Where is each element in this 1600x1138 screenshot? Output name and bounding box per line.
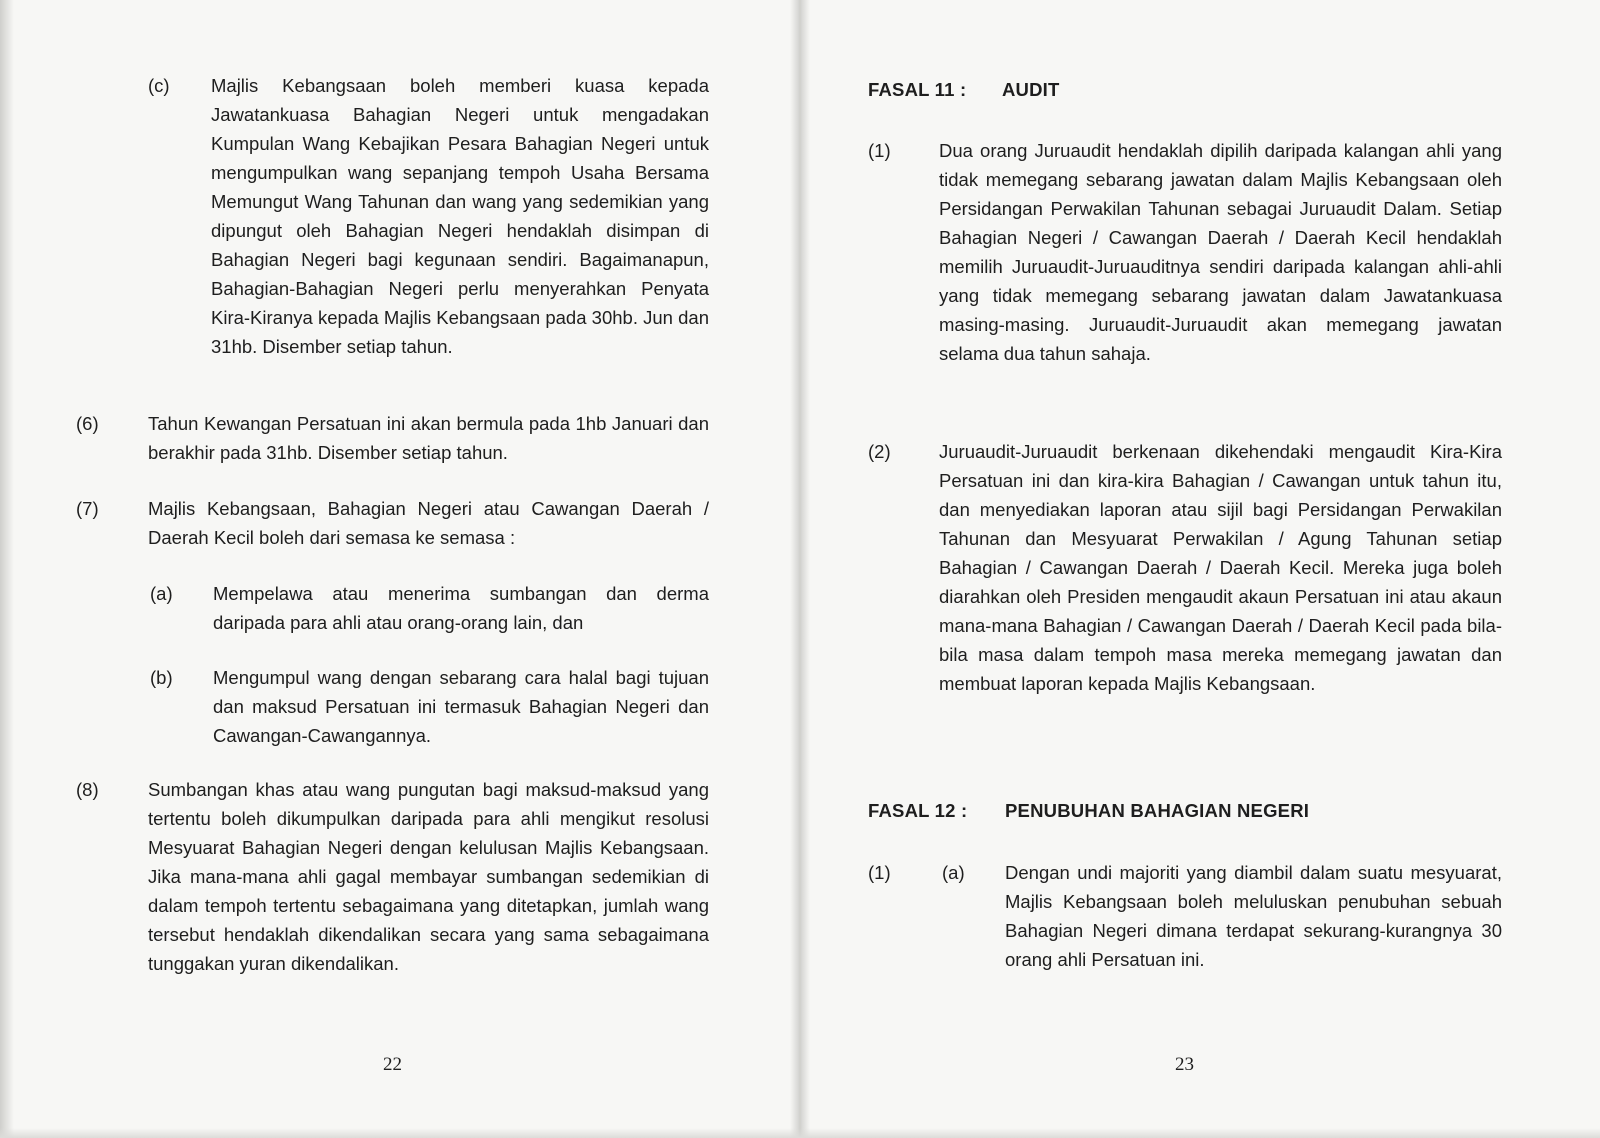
item-8-text: Sumbangan khas atau wang pungutan bagi maksud-maksud yang tertentu boleh dikumpulkan daripada para ahli mengikut resolusi Mesyuarat Bahagian Negeri dengan kelulusan Majlis Kebangsaan. Jika mana-mana ahli gagal membayar sumbangan sedemikian di dalam tempoh tertentu sebagaimana yang ditetapkan, jumlah wang tersebut hendaklah dikendalikan secara yang sama sebagaimana tunggakan yuran dikendalikan. xyxy=(148,779,709,974)
fasal-11-title: AUDIT xyxy=(1002,79,1060,100)
item-6-label: (6) xyxy=(76,413,99,434)
fasal-12-title: PENUBUHAN BAHAGIAN NEGERI xyxy=(1005,800,1310,821)
item-7-label: (7) xyxy=(76,498,99,519)
page-bottom-edge xyxy=(0,1128,1600,1138)
audit-item-2-label: (2) xyxy=(868,441,891,462)
fasal-12-prefix: FASAL 12 : xyxy=(868,800,968,821)
left-page xyxy=(0,0,798,1138)
item-7-text: Majlis Kebangsaan, Bahagian Negeri atau Cawangan Daerah / Daerah Kecil boleh dari semasa ke semasa : xyxy=(148,498,709,548)
audit-item-1-text: Dua orang Juruaudit hendaklah dipilih daripada kalangan ahli yang tidak memegang sebarang jawatan dalam Majlis Kebangsaan oleh Persidangan Perwakilan Tahunan sebagai Juruaudit Dalam. Setiap Bahagian Negeri / Cawangan Daerah / Daerah Kecil hendaklah memilih Juruaudit-Juruauditnya sendiri daripada kalangan ahli-ahli yang tidak memegang sebarang jawatan dalam Jawatankuasa masing-masing. Juruaudit-Juruaudit akan memegang jawatan selama dua tahun sahaja. xyxy=(939,140,1502,364)
book-gutter xyxy=(790,0,810,1138)
right-page xyxy=(802,0,1600,1138)
audit-item-2-text: Juruaudit-Juruaudit berkenaan dikehendaki mengaudit Kira-Kira Persatuan ini dan kira-kira Bahagian / Cawangan untuk tahun itu, dan menyediakan laporan atau sijil bagi Persidangan Perwakilan Tahunan dan Mesyuarat Perwakilan / Agung Tahunan setiap Bahagian / Cawangan Daerah / Daerah Kecil. Mereka juga boleh diarahkan oleh Presiden mengaudit akaun Persatuan ini atau akaun mana-mana Bahagian / Cawangan Daerah / Daerah Kecil pada bila-bila masa dalam tempoh masa mereka memegang jawatan dan membuat laporan kepada Majlis Kebangsaan. xyxy=(939,441,1502,694)
item-7a-text: Mempelawa atau menerima sumbangan dan derma daripada para ahli atau orang-orang lain, dan xyxy=(213,583,709,633)
item-6-text: Tahun Kewangan Persatuan ini akan bermula pada 1hb Januari dan berakhir pada 31hb. Disember setiap tahun. xyxy=(148,413,709,463)
fasal-12-item-1-label: (1) xyxy=(868,862,891,883)
page-edge-shadow xyxy=(0,0,14,1138)
item-c-label: (c) xyxy=(148,75,170,96)
fasal-12-item-a-label: (a) xyxy=(942,862,965,883)
page-number-left: 22 xyxy=(383,1054,402,1075)
item-7a-label: (a) xyxy=(150,583,173,604)
page-number-right: 23 xyxy=(1175,1054,1194,1075)
item-7b-label: (b) xyxy=(150,667,173,688)
audit-item-1-label: (1) xyxy=(868,140,891,161)
item-7b-text: Mengumpul wang dengan sebarang cara halal bagi tujuan dan maksud Persatuan ini termasuk Bahagian Negeri dan Cawangan-Cawangannya. xyxy=(213,667,709,746)
item-8-label: (8) xyxy=(76,779,99,800)
fasal-11-prefix: FASAL 11 : xyxy=(868,79,967,100)
fasal-12-item-a-text: Dengan undi majoriti yang diambil dalam suatu mesyuarat, Majlis Kebangsaan boleh meluluskan penubuhan sebuah Bahagian Negeri dimana terdapat sekurang-kurangnya 30 orang ahli Persatuan ini. xyxy=(1005,862,1502,970)
item-c-text: Majlis Kebangsaan boleh memberi kuasa kepada Jawatankuasa Bahagian Negeri untuk mengadakan Kumpulan Wang Kebajikan Pesara Bahagian Negeri untuk mengumpulkan wang sepanjang tempoh Usaha Bersama Memungut Wang Tahunan dan wang yang sedemikian yang dipungut oleh Bahagian Negeri hendaklah disimpan di Bahagian Negeri bagi kegunaan sendiri. Bagaimanapun, Bahagian-Bahagian Negeri perlu menyerahkan Penyata Kira-Kiranya kepada Majlis Kebangsaan pada 30hb. Jun dan 31hb. Disember setiap tahun. xyxy=(211,75,709,357)
